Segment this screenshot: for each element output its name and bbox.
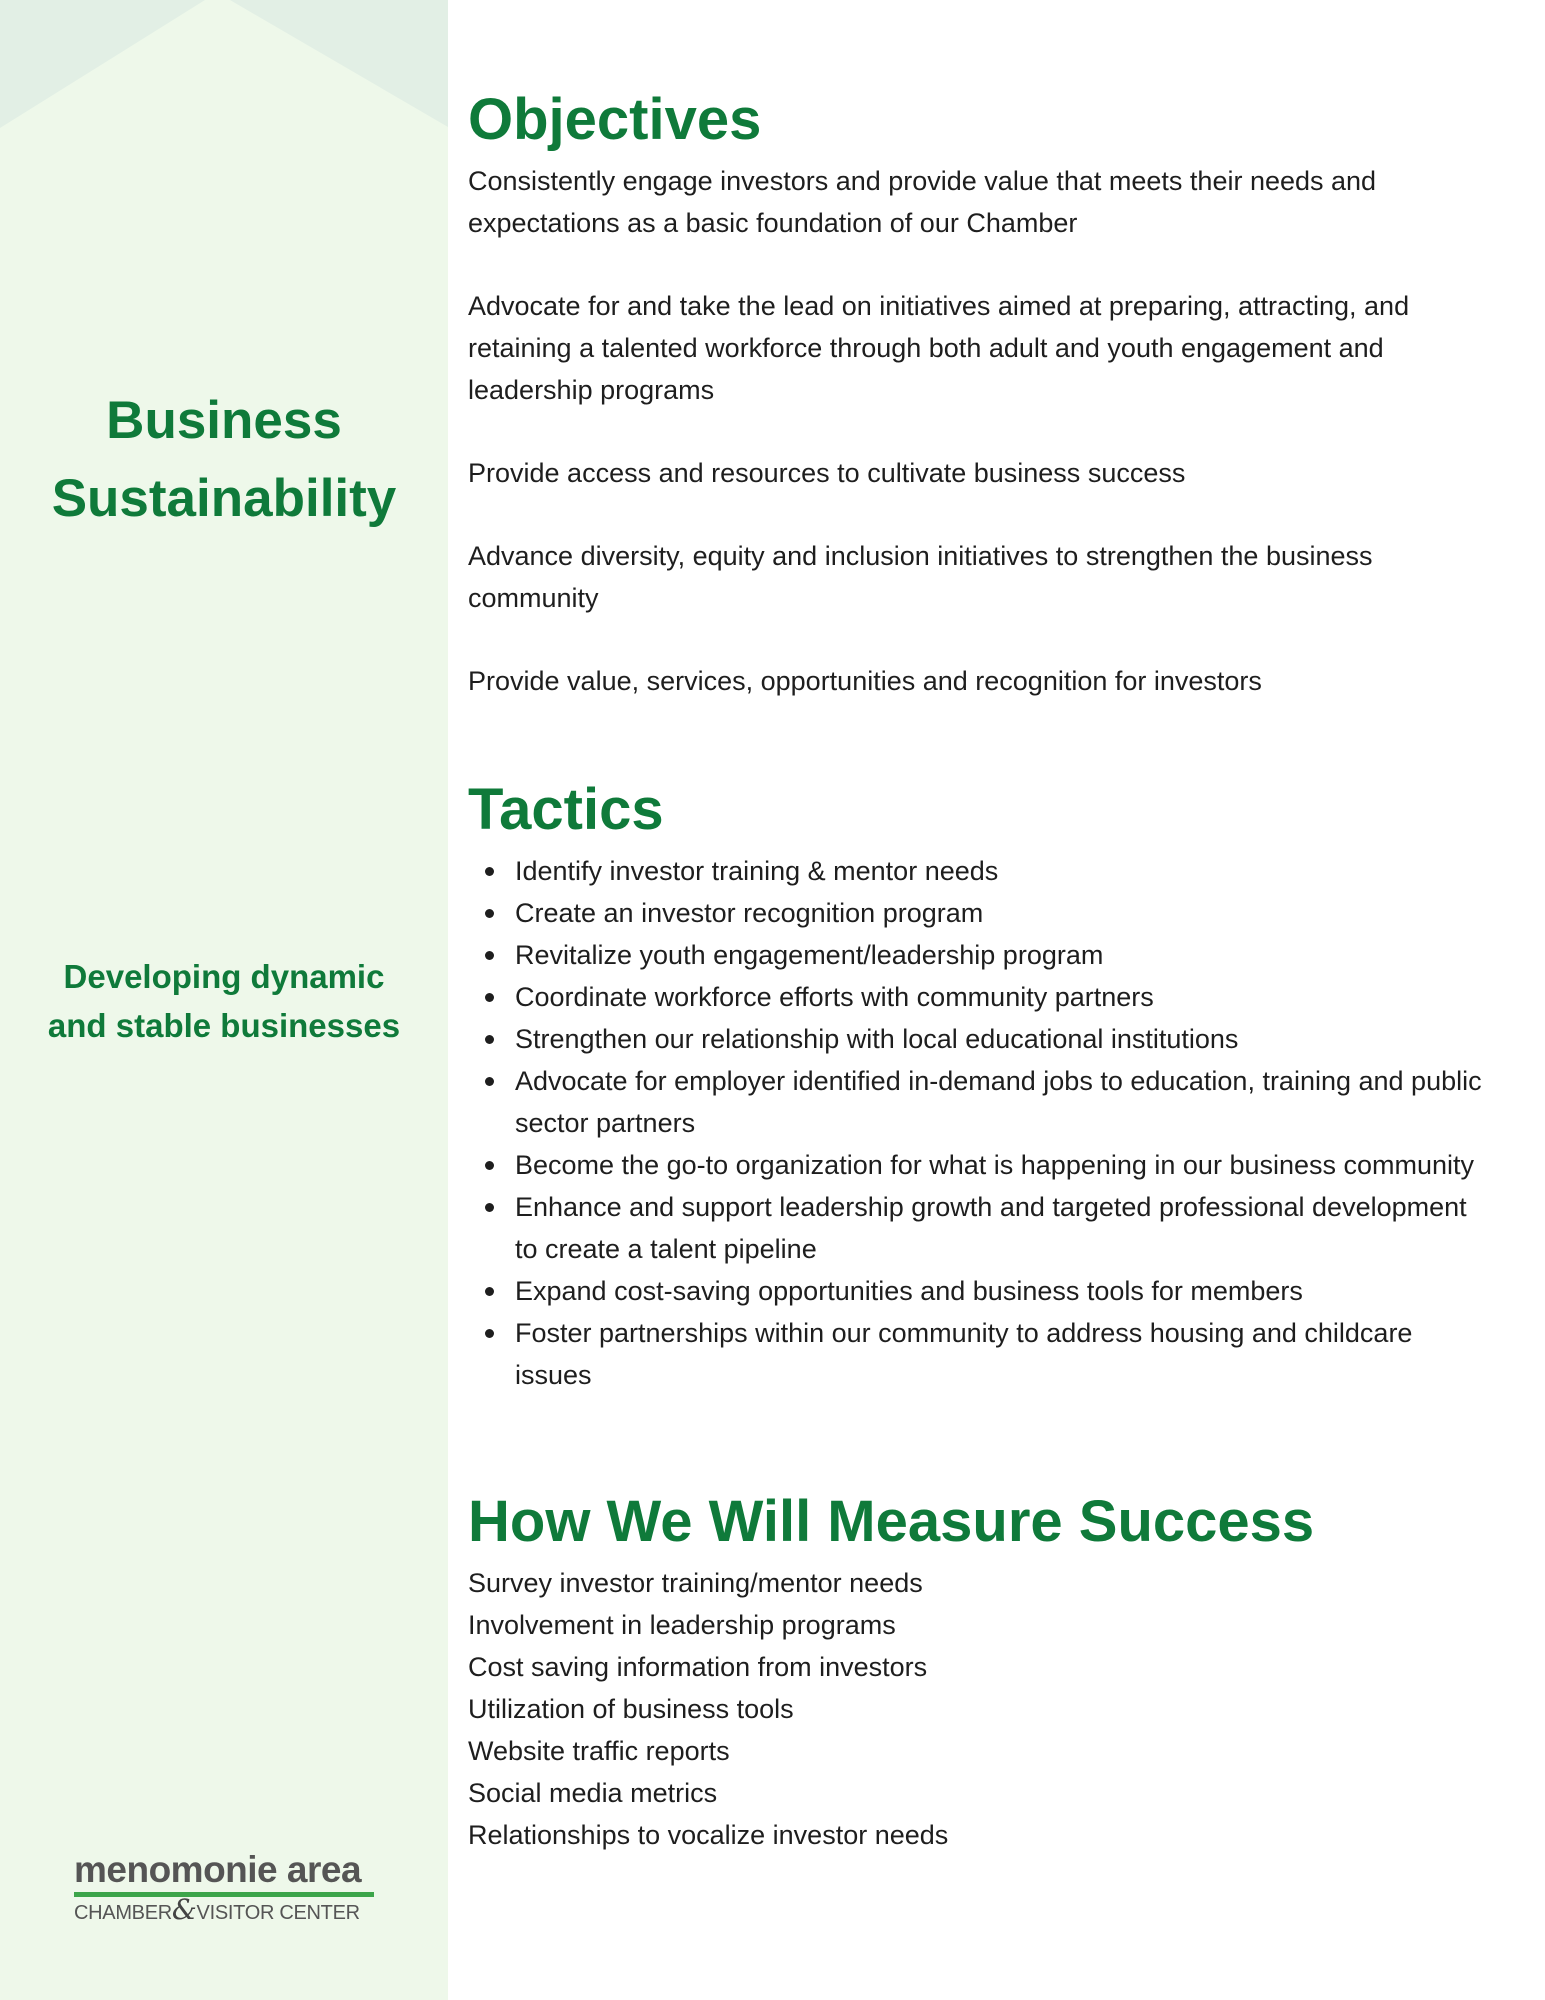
chamber-logo bbox=[74, 1850, 374, 1926]
measure-item: Relationships to vocalize investor needs bbox=[468, 1820, 949, 1850]
objectives-heading: Objectives bbox=[468, 87, 762, 152]
sidebar-panel bbox=[0, 0, 448, 2000]
logo-ampersand: & bbox=[171, 1893, 197, 1926]
measure-list bbox=[468, 1562, 1488, 1856]
objective-item: Consistently engage investors and provide value that meets their needs and expectations as a basic foundation of our Chamber bbox=[468, 166, 1377, 238]
section-title-line2: Sustainability bbox=[51, 469, 397, 528]
tactic-item: Become the go-to organization for what is happening in our business community bbox=[515, 1144, 1488, 1186]
measure-item: Social media metrics bbox=[468, 1778, 718, 1808]
tactics-section bbox=[468, 770, 1488, 1396]
objectives-section bbox=[468, 80, 1488, 702]
measure-item: Website traffic reports bbox=[468, 1736, 730, 1766]
section-subtitle-line1: Developing dynamic bbox=[63, 958, 385, 995]
main-content bbox=[468, 80, 1488, 1856]
tactic-item: Strengthen our relationship with local educational institutions bbox=[515, 1018, 1488, 1060]
tactic-item: Create an investor recognition program bbox=[515, 892, 1488, 934]
measure-item: Cost saving information from investors bbox=[468, 1652, 928, 1682]
section-title-line1: Business bbox=[106, 391, 342, 450]
section-subtitle-line2: and stable businesses bbox=[47, 1007, 401, 1044]
tactic-item: Enhance and support leadership growth and targeted professional development to create a talent pipeline bbox=[515, 1186, 1488, 1270]
objective-item: Provide access and resources to cultivate business success bbox=[468, 458, 1186, 488]
objectives-list bbox=[468, 160, 1488, 702]
section-subtitle bbox=[0, 952, 448, 1050]
tactic-item: Advocate for employer identified in-demand jobs to education, training and public sector partners bbox=[515, 1060, 1488, 1144]
objective-item: Advocate for and take the lead on initiatives aimed at preparing, attracting, and retaining a talented workforce through both adult and youth engagement and leadership programs bbox=[468, 291, 1410, 405]
logo-name: menomonie area bbox=[74, 1849, 362, 1890]
tactic-item: Expand cost-saving opportunities and business tools for members bbox=[515, 1270, 1488, 1312]
tactic-item: Revitalize youth engagement/leadership program bbox=[515, 934, 1488, 976]
tactics-list bbox=[468, 850, 1488, 1396]
measure-item: Survey investor training/mentor needs bbox=[468, 1568, 923, 1598]
tactic-item: Foster partnerships within our community to address housing and childcare issues bbox=[515, 1312, 1488, 1396]
section-title bbox=[0, 382, 448, 538]
tactic-item: Coordinate workforce efforts with community partners bbox=[515, 976, 1488, 1018]
measure-item: Utilization of business tools bbox=[468, 1694, 794, 1724]
objective-item: Provide value, services, opportunities and recognition for investors bbox=[468, 666, 1262, 696]
measure-item: Involvement in leadership programs bbox=[468, 1610, 896, 1640]
logo-sub-left: CHAMBER bbox=[74, 1902, 172, 1924]
logo-subtitle bbox=[74, 1893, 374, 1926]
tactic-item: Identify investor training & mentor needs bbox=[515, 850, 1488, 892]
chevron-decoration bbox=[0, 0, 448, 130]
measure-section bbox=[468, 1482, 1488, 1856]
tactics-heading: Tactics bbox=[468, 777, 664, 842]
logo-sub-right: VISITOR CENTER bbox=[196, 1902, 360, 1924]
objective-item: Advance diversity, equity and inclusion initiatives to strengthen the business community bbox=[468, 541, 1373, 613]
measure-heading: How We Will Measure Success bbox=[468, 1489, 1315, 1554]
